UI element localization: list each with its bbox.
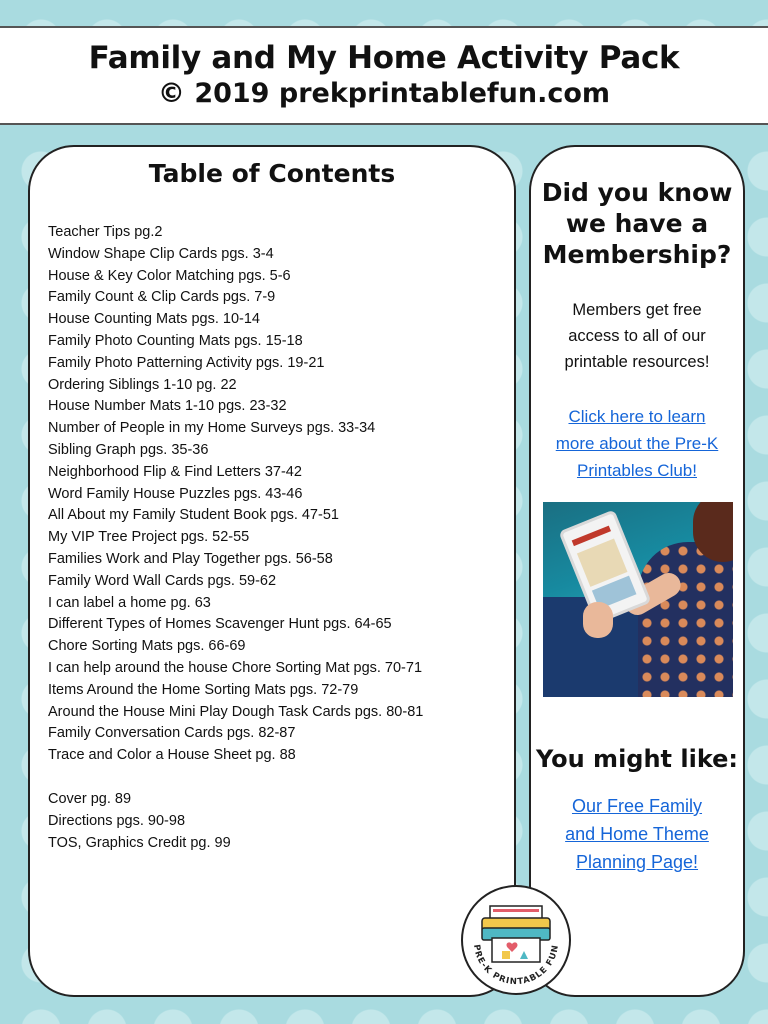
- toc-item: Ordering Siblings 1-10 pg. 22: [48, 376, 237, 393]
- toc-item: Teacher Tips pg.2: [48, 224, 163, 240]
- toc-item: Number of People in my Home Surveys pgs. 33-34: [48, 420, 376, 437]
- toc-item: Families Work and Play Together pgs. 56-58: [48, 550, 333, 567]
- toc-item: Family Photo Counting Mats pgs. 15-18: [48, 332, 303, 349]
- membership-description-line: printable resources!: [564, 353, 710, 371]
- toc-item: TOS, Graphics Credit pg. 99: [48, 834, 231, 851]
- membership-heading-line: Membership?: [542, 240, 732, 269]
- toc-item: Window Shape Clip Cards pgs. 3-4: [48, 245, 274, 262]
- photo-person: [638, 542, 733, 697]
- family-theme-planning-link-line[interactable]: and Home Theme: [565, 824, 709, 844]
- toc-list: [48, 222, 423, 767]
- photo-hand: [583, 602, 613, 638]
- toc-item: Different Types of Homes Scavenger Hunt pgs. 64-65: [48, 616, 392, 633]
- membership-panel: [529, 145, 745, 997]
- toc-item: Sibling Graph pgs. 35-36: [48, 441, 209, 458]
- toc-item: Items Around the Home Sorting Mats pgs. 72-79: [48, 681, 359, 698]
- toc-item: Directions pgs. 90-98: [48, 812, 186, 829]
- membership-link-line[interactable]: Click here to learn: [568, 407, 706, 426]
- page-header: [0, 26, 768, 125]
- table-of-contents-panel: [28, 145, 516, 997]
- toc-item: Neighborhood Flip & Find Letters 37-42: [48, 463, 302, 480]
- toc-item: Family Conversation Cards pgs. 82-87: [48, 725, 296, 742]
- toc-item: Word Family House Puzzles pgs. 43-46: [48, 485, 303, 502]
- membership-link-line[interactable]: more about the Pre-K: [555, 434, 719, 453]
- toc-item: Family Count & Clip Cards pgs. 7-9: [48, 289, 276, 306]
- square-icon: [502, 951, 510, 959]
- woman-with-tablet-photo: [543, 502, 733, 697]
- printer-output: [492, 938, 540, 962]
- membership-heading: [531, 177, 743, 270]
- family-theme-planning-link-line[interactable]: Our Free Family: [571, 796, 703, 816]
- toc-item: Cover pg. 89: [48, 791, 132, 807]
- membership-description-line: access to all of our: [568, 327, 706, 345]
- membership-heading-line: Did you know: [541, 178, 733, 207]
- membership-heading-line: we have a: [565, 209, 709, 238]
- toc-item: All About my Family Student Book pgs. 47-51: [48, 507, 339, 524]
- you-might-like-heading: You might like:: [535, 745, 739, 773]
- toc-item: I can label a home pg. 63: [48, 594, 211, 611]
- toc-extra-list: [48, 789, 231, 854]
- membership-link[interactable]: [539, 403, 735, 484]
- family-theme-planning-link-line[interactable]: Planning Page!: [575, 852, 699, 872]
- toc-item: House Number Mats 1-10 pgs. 23-32: [48, 398, 287, 415]
- toc-item: House Counting Mats pgs. 10-14: [48, 311, 260, 328]
- toc-item: Family Photo Patterning Activity pgs. 19-21: [48, 354, 325, 371]
- prek-printable-fun-logo: [460, 884, 572, 996]
- logo-text: PRE-K PRINTABLE FUN: [470, 943, 562, 988]
- toc-item: I can help around the house Chore Sorting Mat pgs. 70-71: [48, 659, 423, 676]
- toc-item: Family Word Wall Cards pgs. 59-62: [48, 572, 277, 589]
- page-title: Family and My Home Activity Pack: [88, 40, 680, 76]
- toc-item: Around the House Mini Play Dough Task Cards pgs. 80-81: [48, 703, 424, 720]
- logo-paper-line: [493, 909, 539, 912]
- family-theme-planning-link[interactable]: [539, 792, 735, 876]
- toc-title: Table of Contents: [148, 159, 396, 188]
- membership-description-line: Members get free: [572, 301, 702, 319]
- membership-description: [539, 297, 735, 375]
- toc-item: My VIP Tree Project pgs. 52-55: [48, 529, 250, 546]
- membership-link-line[interactable]: Printables Club!: [576, 461, 697, 480]
- toc-item: Trace and Color a House Sheet pg. 88: [48, 747, 296, 764]
- page-subtitle: © 2019 prekprintablefun.com: [157, 78, 611, 109]
- toc-item: House & Key Color Matching pgs. 5-6: [48, 267, 291, 284]
- toc-item: Chore Sorting Mats pgs. 66-69: [48, 638, 246, 655]
